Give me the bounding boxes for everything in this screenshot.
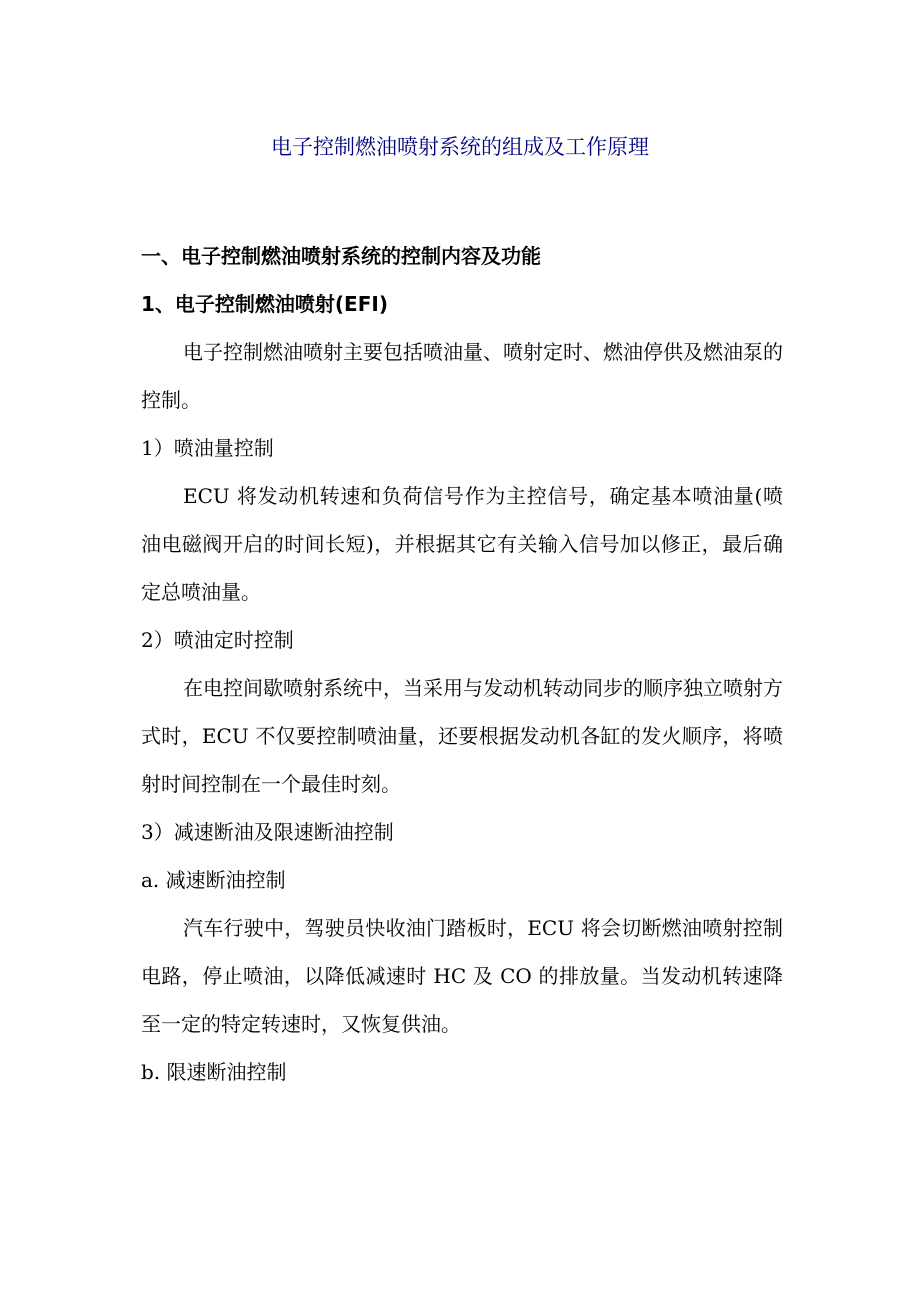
item3b-heading: b. 限速断油控制 — [141, 1060, 287, 1084]
subsection-heading: 1、电子控制燃油喷射(EFI) — [141, 292, 388, 316]
intro-paragraph: 电子控制燃油喷射主要包括喷油量、喷射定时、燃油停供及燃油泵的控制。 — [141, 340, 783, 412]
item3a-heading: a. 减速断油控制 — [141, 868, 286, 892]
item1-paragraph: ECU 将发动机转速和负荷信号作为主控信号，确定基本喷油量(喷油电磁阀开启的时间长短)，并根据其它有关输入信号加以修正，最后确定总喷油量。 — [141, 484, 783, 604]
item3a-paragraph: 汽车行驶中，驾驶员快收油门踏板时，ECU 将会切断燃油喷射控制电路，停止喷油，以降低减速时 HC 及 CO 的排放量。当发动机转速降至一定的特定转速时，又恢复供油。 — [141, 916, 783, 1036]
document-body — [141, 232, 783, 1096]
item3-heading: 3）减速断油及限速断油控制 — [141, 820, 394, 844]
item2-paragraph: 在电控间歇喷射系统中，当采用与发动机转动同步的顺序独立喷射方式时，ECU 不仅要控制喷油量，还要根据发动机各缸的发火顺序，将喷射时间控制在一个最佳时刻。 — [141, 676, 783, 796]
document-title: 电子控制燃油喷射系统的组成及工作原理 — [271, 135, 649, 159]
item1-heading: 1）喷油量控制 — [141, 436, 274, 460]
section-heading: 一、电子控制燃油喷射系统的控制内容及功能 — [141, 244, 541, 268]
item2-heading: 2）喷油定时控制 — [141, 628, 294, 652]
